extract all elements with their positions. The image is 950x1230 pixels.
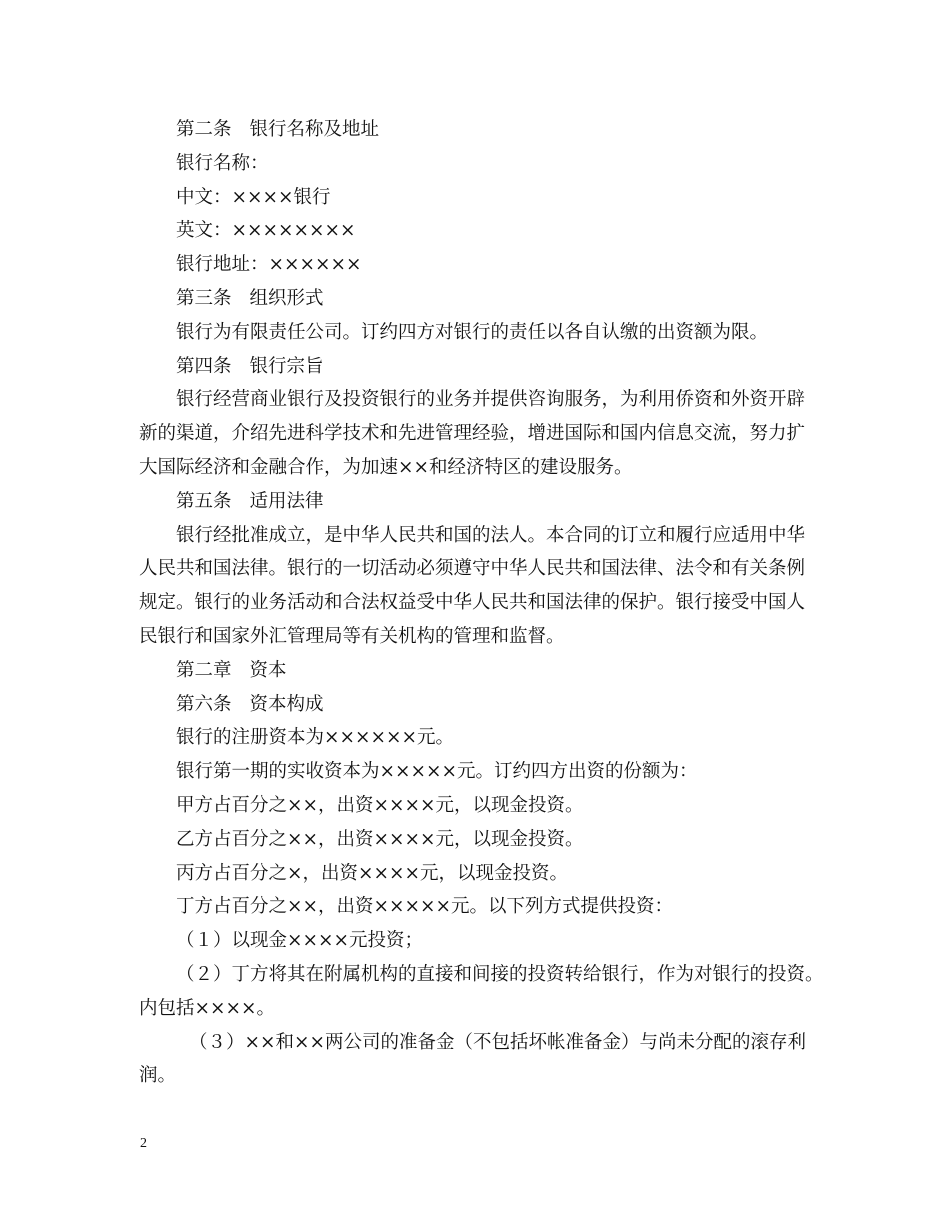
chapter-number: 第二章: [176, 659, 232, 681]
paragraph-line: 丁方占百分之××，出资×××××元。以下列方式提供投资：: [176, 896, 674, 918]
article-heading: [139, 485, 819, 519]
article-number: 第六条: [176, 693, 232, 715]
list-item: （１）以现金××××元投资；: [176, 930, 424, 952]
paragraph-line: 内包括××××。: [139, 997, 276, 1019]
paragraph-line: 乙方占百分之××，出资××××元，以现金投资。: [176, 828, 584, 850]
paragraph-line: 人民共和国法律。银行的一切活动必须遵守中华人民共和国法律、法令和有关条例: [139, 558, 806, 580]
paragraph-line: 银行第一期的实收资本为×××××元。订约四方出资的份额为：: [176, 761, 698, 783]
paragraph-line: 银行经营商业银行及投资银行的业务并提供咨询服务，为利用侨资和外资开辟: [176, 389, 806, 411]
article-heading: [139, 350, 819, 384]
document-body: [139, 113, 824, 1093]
page-number: 2: [140, 1136, 147, 1151]
article-title: 银行名称及地址: [249, 119, 380, 140]
paragraph-line: 丙方占百分之×，出资××××元，以现金投资。: [176, 862, 569, 884]
article-number: 第二条: [176, 119, 232, 140]
paragraph-line: 银行名称：: [176, 152, 269, 174]
paragraph-line: 大国际经济和金融合作，为加速××和经济特区的建设服务。: [139, 456, 633, 478]
paragraph-line: 甲方占百分之××，出资××××元，以现金投资。: [176, 794, 584, 816]
chapter-heading: [139, 654, 819, 688]
article-number: 第四条: [176, 355, 232, 377]
paragraph-line: 英文：××××××××: [176, 220, 356, 242]
paragraph-line: 银行的注册资本为××××××元。: [176, 727, 455, 749]
article-heading: [139, 688, 819, 722]
list-item: （２）丁方将其在附属机构的直接和间接的投资转给银行，作为对银行的投资。: [176, 963, 824, 985]
list-item: （３）××和××两公司的准备金（不包括坏帐准备金）与尚未分配的滚存利: [189, 1031, 807, 1053]
paragraph-line: 民银行和国家外汇管理局等有关机构的管理和监督。: [139, 625, 565, 647]
paragraph-line: 规定。银行的业务活动和合法权益受中华人民共和国法律的保护。银行接受中国人: [139, 592, 806, 614]
paragraph-line: 新的渠道，介绍先进科学技术和先进管理经验，增进国际和国内信息交流，努力扩: [139, 423, 806, 445]
chapter-title: 资本: [249, 659, 287, 681]
paragraph-line: 银行经批准成立，是中华人民共和国的法人。本合同的订立和履行应适用中华: [176, 524, 806, 546]
article-title: 组织形式: [249, 287, 324, 309]
article-title: 适用法律: [249, 490, 324, 512]
article-heading: [139, 282, 819, 316]
article-number: 第三条: [176, 287, 232, 309]
article-number: 第五条: [176, 490, 232, 512]
paragraph-line: 润。: [139, 1065, 177, 1087]
paragraph-line: 中文：××××银行: [176, 186, 331, 208]
paragraph-line: 银行地址：××××××: [176, 254, 362, 276]
article-title: 资本构成: [249, 693, 324, 715]
article-heading: [139, 113, 819, 147]
paragraph-line: 银行为有限责任公司。订约四方对银行的责任以各自认缴的出资额为限。: [176, 321, 769, 343]
article-title: 银行宗旨: [249, 355, 324, 377]
